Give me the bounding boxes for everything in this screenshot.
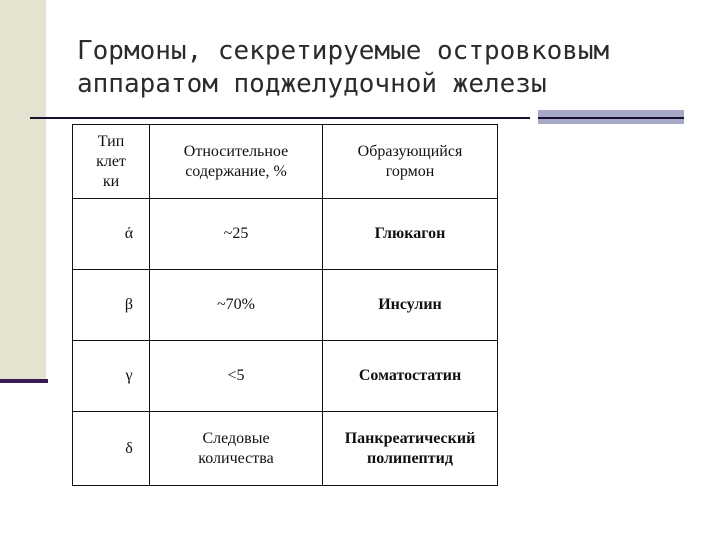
row-hormone: Глюкагон bbox=[323, 199, 498, 270]
row-content: ~25 bbox=[150, 199, 323, 270]
row-hormone-label: Панкреатический полипептид bbox=[344, 429, 476, 467]
row-hormone: Инсулин bbox=[323, 270, 498, 341]
slide-title-line-1: Гормоны, секретируемые островковым bbox=[77, 36, 610, 66]
row-hormone bbox=[323, 412, 498, 486]
decorative-left-bar-base bbox=[0, 379, 48, 383]
decorative-left-bar bbox=[0, 0, 46, 380]
slide-title bbox=[77, 35, 697, 101]
title-divider bbox=[30, 117, 530, 119]
table-row bbox=[73, 412, 498, 486]
row-content-label: Следовые количества bbox=[198, 429, 274, 467]
slide-title-line-2: аппаратом поджелудочной железы bbox=[77, 69, 547, 99]
header-cell-type bbox=[73, 125, 150, 199]
row-hormone: Соматостатин bbox=[323, 341, 498, 412]
header-relative-content-label: Относительное содержание, % bbox=[183, 142, 289, 180]
table-row bbox=[73, 341, 498, 412]
row-cell-type: δ bbox=[73, 412, 150, 486]
table-row bbox=[73, 270, 498, 341]
row-cell-type: ά bbox=[73, 199, 150, 270]
table-header-row bbox=[73, 125, 498, 199]
row-content: <5 bbox=[150, 341, 323, 412]
header-hormone-label: Образующийся гормон bbox=[357, 142, 463, 180]
header-cell-type-label: Тип клетки bbox=[96, 132, 126, 190]
row-cell-type: β bbox=[73, 270, 150, 341]
header-hormone bbox=[323, 125, 498, 199]
table-row bbox=[73, 199, 498, 270]
header-relative-content bbox=[150, 125, 323, 199]
row-cell-type: γ bbox=[73, 341, 150, 412]
title-divider-accent-line bbox=[538, 117, 684, 119]
row-content: ~70% bbox=[150, 270, 323, 341]
row-content bbox=[150, 412, 323, 486]
hormone-table bbox=[72, 124, 498, 486]
